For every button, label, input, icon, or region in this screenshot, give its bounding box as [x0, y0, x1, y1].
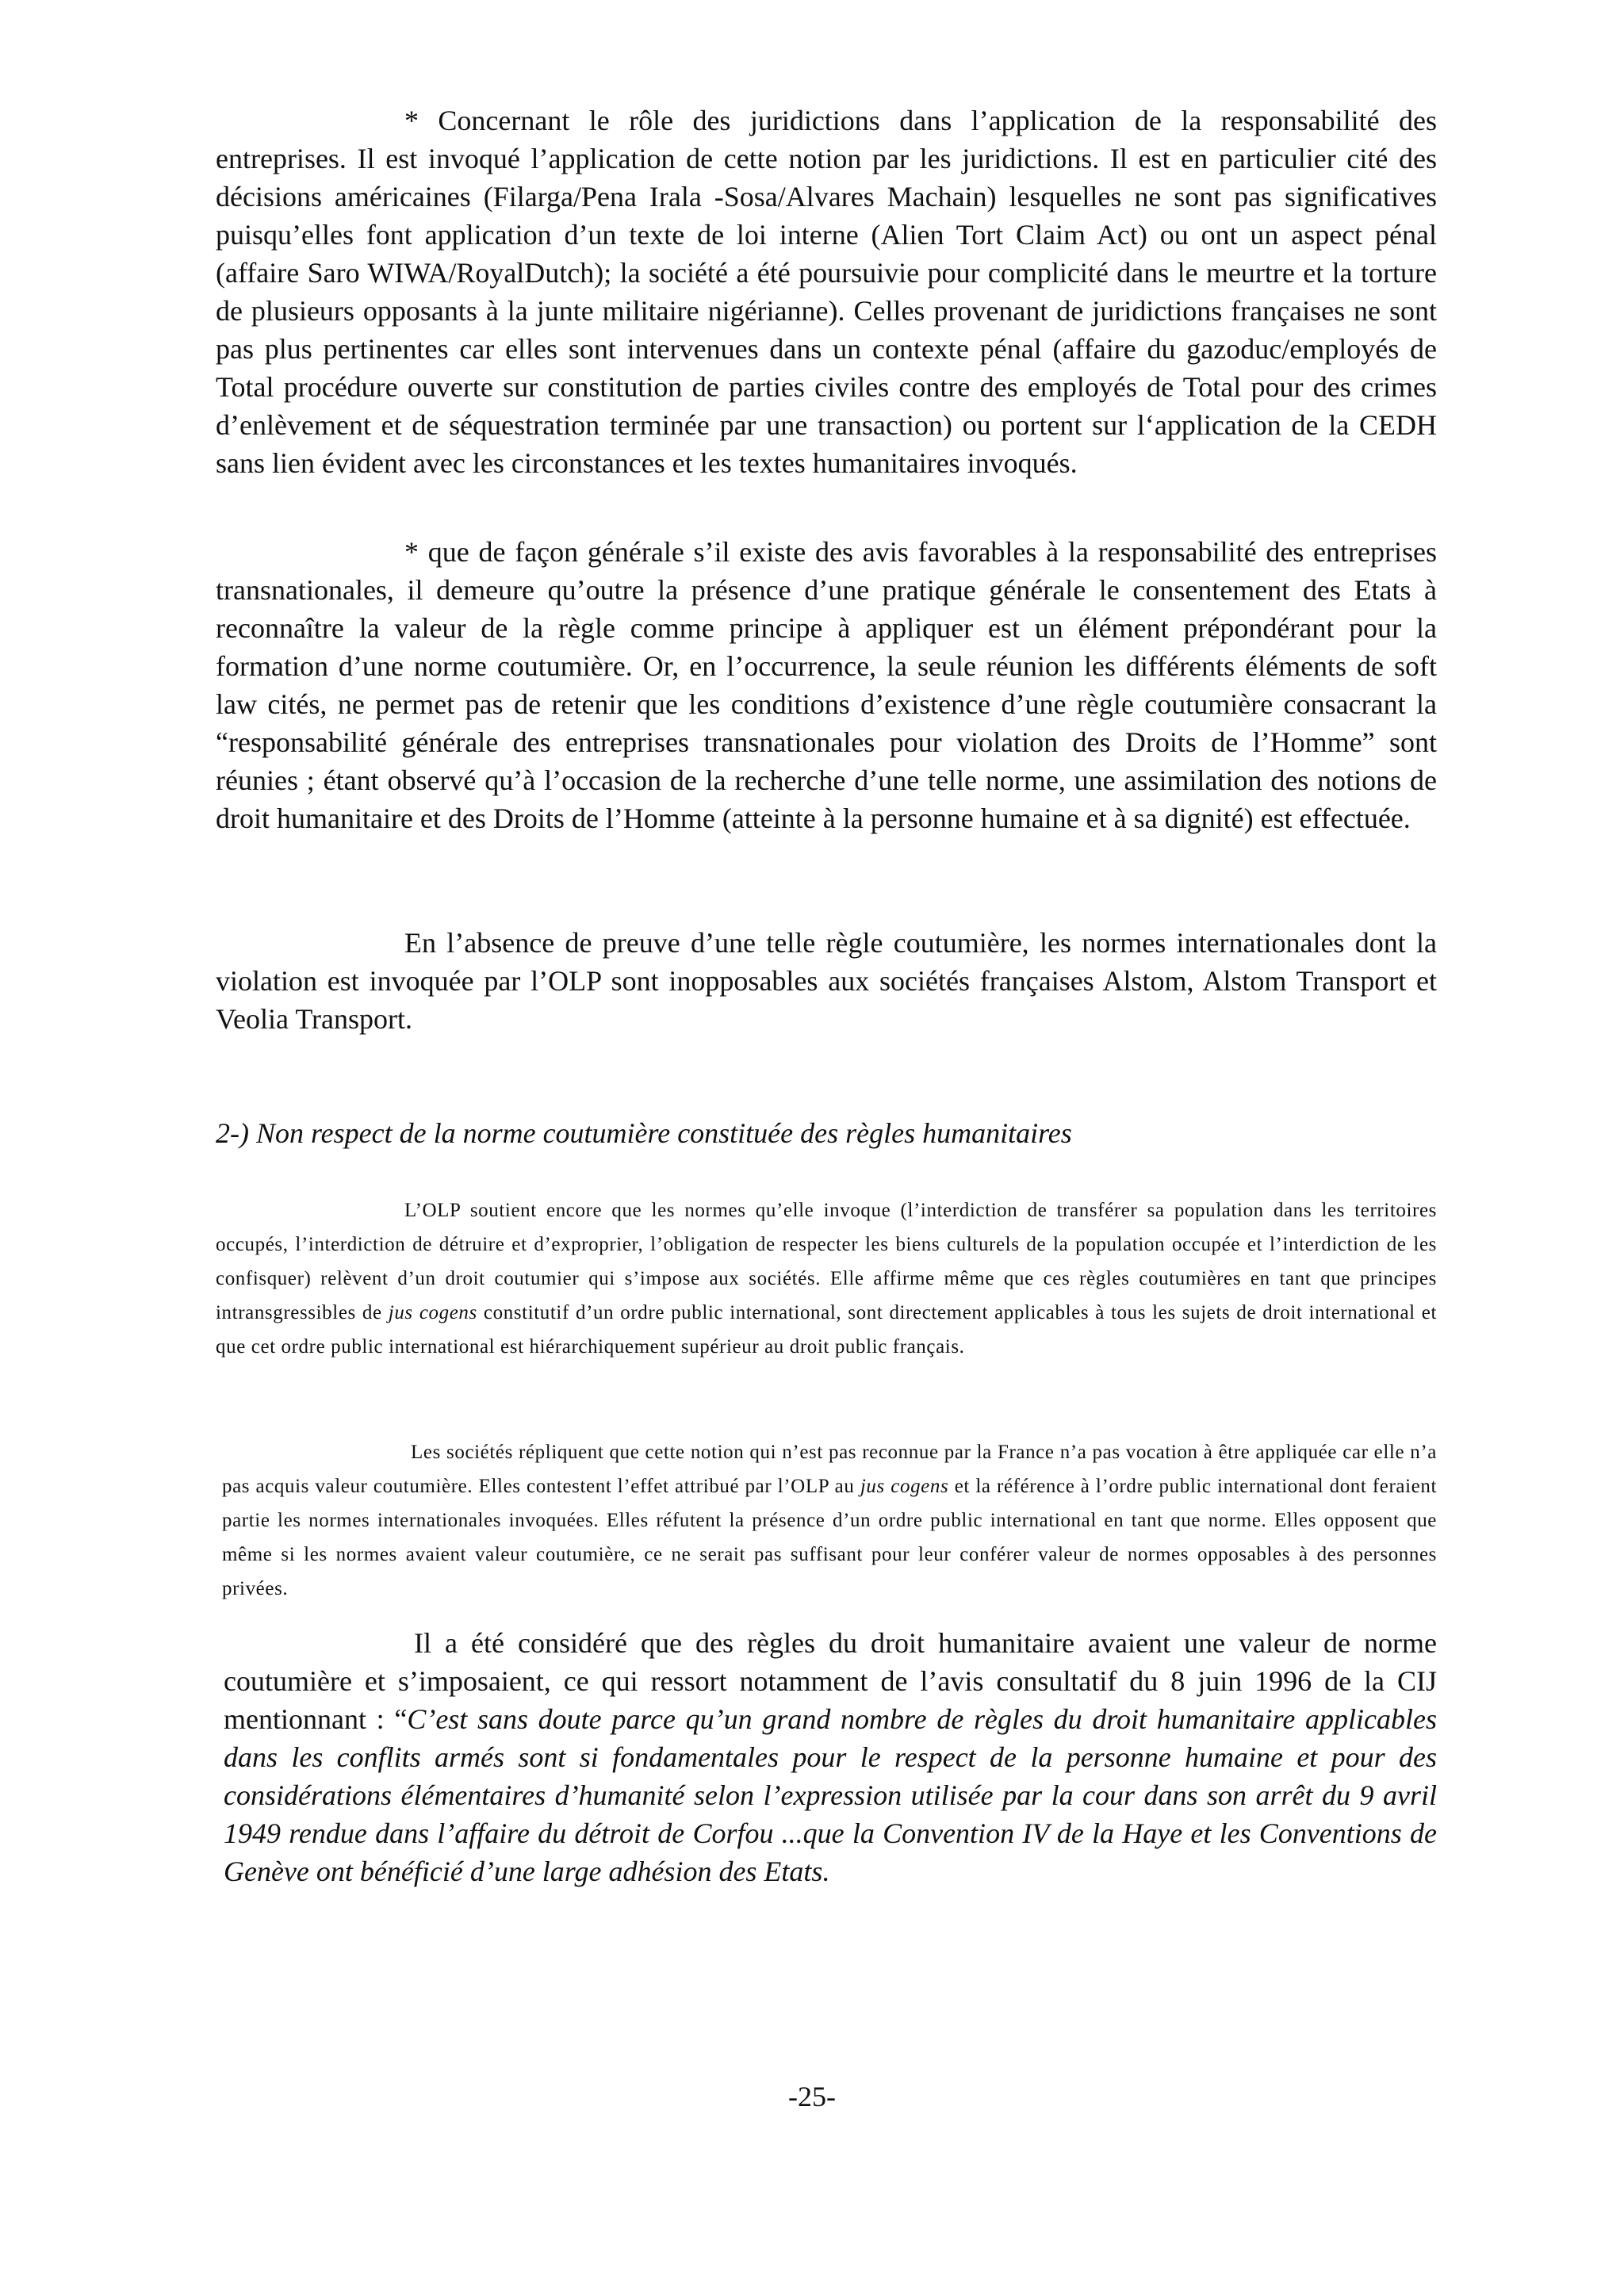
companies-jus-cogens: jus cogens: [860, 1476, 949, 1497]
page-number: -25-: [788, 2081, 836, 2112]
paragraph-general-consent: * que de façon générale s’il existe des avis favorables à la responsabilité des entreprises transnationales, il demeure qu’outre la présence d’une pratique générale le consentement des Etats à reconnaître la valeur de la règle comme principe à appliquer est un élément prépondérant pour la formation d’une norme coutumière. Or, en l’occurrence, la seule réunion les différents éléments de soft law cités, ne permet pas de retenir que les conditions d’existence d’une règle coutumière consacrant la “responsabilité générale des entreprises transnationales pour violation des Droits de l’Homme” sont réunies ; étant observé qu’à l’occasion de la recherche d’une telle norme, une assimilation des notions de droit humanitaire et des Droits de l’Homme (atteinte à la personne humaine et à sa dignité) est effectuée.: [216, 536, 1437, 834]
paragraph-courts-role: * Concernant le rôle des juridictions dans l’application de la responsabilité des entreprises. Il est invoqué l’application de cette notion par les juridictions. Il est en particulier cité des décisions américaines (Filarga/Pena Irala -Sosa/Alvares Machain) lesquelles ne sont pas significatives puisqu’elles font application d’un texte de loi interne (Alien Tort Claim Act) ou ont un aspect pénal (affaire Saro WIWA/RoyalDutch); la société a été poursuivie pour complicité dans le meurtre et la torture de plusieurs opposants à la junte militaire nigérianne). Celles provenant de juridictions françaises ne sont pas plus pertinentes car elles sont intervenues dans un contexte pénal (affaire du gazoduc/employés de Total procédure ouverte sur constitution de parties civiles contre des employés de Total pour des crimes d’enlèvement et de séquestration terminée par une transaction) ou portent sur l‘application de la CEDH sans lien évident avec les circonstances et les textes humanitaires invoqués.: [216, 105, 1437, 479]
section-heading-customary-norm: 2-) Non respect de la norme coutumière constituée des règles humanitaires: [216, 1117, 1072, 1149]
cij-quotation: C’est sans doute parce qu’un grand nombre de règles du droit humanitaire applicables dans les conflits armés sont si fondamentales pour le respect de la personne humaine et pour des considérations élémentaires d’humanité selon l’expression utilisée par la cour dans son arrêt du 9 avril 1949 rendue dans l’affaire du détroit de Corfou ...que la Convention IV de la Haye et les Conventions de Genève ont bénéficié d’une large adhésion des Etats.: [224, 1703, 1437, 1887]
cij-text-before: Il a été considéré que des règles du droit humanitaire avaient une valeur de norme coutumière et s’imposaient, ce qui ressort notamment de l’avis consultatif du 8 juin 1996 de la CIJ mentionnant : “: [224, 1627, 1437, 1735]
paragraph-cij-opinion: [224, 1624, 1437, 1890]
companies-text-before: Les sociétés répliquent que cette notion qui n’est pas reconnue par la France n’a pas vocation à être appliquée car elle n’a pas acquis valeur coutumière. Elles contestent l’effet attribué par l’OLP au: [222, 1442, 1437, 1497]
paragraph-companies-reply: [222, 1435, 1437, 1606]
paragraph-olp-argument: [216, 1193, 1437, 1364]
olp-text-after: constitutif d’un ordre public international, sont directement applicables à tous les sujets de droit international et que cet ordre public international est hiérarchiquement supérieur au droit public français.: [216, 1302, 1437, 1358]
companies-text-after: et la référence à l’ordre public international dont feraient partie les normes internationales invoquées. Elles réfutent la présence d’un ordre public international en tant que norme. Elles opposent que même si les normes avaient valeur coutumière, ce ne serait pas suffisant pour leur conférer valeur de normes opposables à des personnes privées.: [222, 1476, 1437, 1599]
paragraph-conclusion-inopposable: En l’absence de preuve d’une telle règle coutumière, les normes internationales dont la violation est invoquée par l’OLP sont inopposables aux sociétés françaises Alstom, Alstom Transport et Veolia Transport.: [216, 927, 1437, 1035]
olp-jus-cogens: jus cogens: [388, 1302, 477, 1323]
olp-text-before: L’OLP soutient encore que les normes qu’elle invoque (l’interdiction de transférer sa population dans les territoires occupés, l’interdiction de détruire et d’exproprier, l’obligation de respecter les biens culturels de la population occupée et l’interdiction de les confisquer) relèvent d’un droit coutumier qui s’impose aux sociétés. Elle affirme même que ces règles coutumières en tant que principes intransgressibles de: [216, 1200, 1437, 1323]
